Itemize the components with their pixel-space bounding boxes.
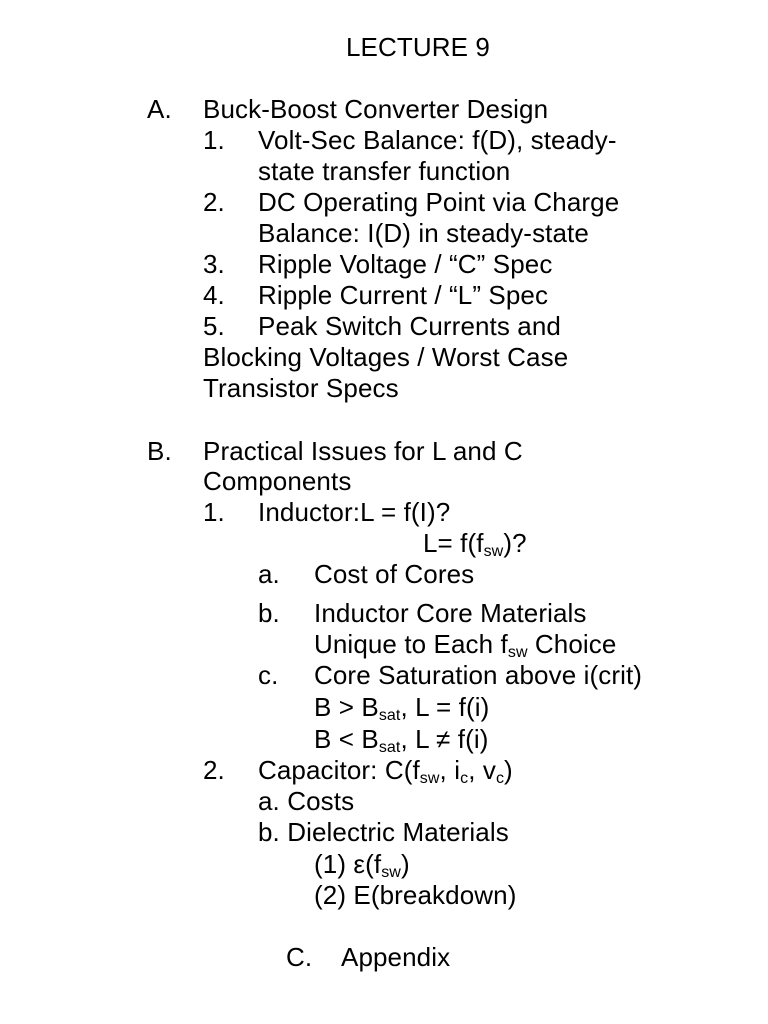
item-b2b2-text: (2) E(breakdown)	[314, 880, 517, 910]
section-a-marker: A.	[147, 94, 172, 124]
section-b-heading-line2: Components	[203, 466, 352, 496]
item-a5-number: 5.	[203, 311, 225, 341]
item-b1-number: 1.	[203, 497, 225, 527]
item-b1c-line1: Core Saturation above i(crit)	[314, 660, 643, 690]
section-b-heading-line1: Practical Issues for L and C	[203, 436, 523, 466]
item-b2-line1: Capacitor: $C(f_{sw}$, $i_c$, $v_c$)	[258, 755, 513, 787]
item-a2-line2: Balance: I(D) in steady-state	[258, 218, 589, 248]
item-a5-line3: Transistor Specs	[203, 373, 399, 403]
item-b1-line2: $L= f(f_{sw})$?	[423, 528, 527, 560]
item-b1b-marker: b.	[258, 598, 280, 628]
item-a3-number: 3.	[203, 249, 225, 279]
item-a2-number: 2.	[203, 187, 225, 217]
item-a5-line2: Blocking Voltages / Worst Case	[203, 342, 569, 372]
item-b1a-marker: a.	[258, 559, 280, 589]
section-c-marker: C.	[286, 942, 313, 972]
item-a5-line1: Peak Switch Currents and	[258, 311, 561, 341]
item-b1c-marker: c.	[258, 660, 279, 690]
item-a3-line1: Ripple Voltage / “C” Spec	[258, 249, 553, 279]
item-b1c-line2: $B > B_{sat}$, L = f(i)	[314, 692, 490, 724]
item-b1b-line1: Inductor Core Materials	[314, 598, 587, 628]
item-b2a-text: a. Costs	[258, 786, 355, 816]
section-b-marker: B.	[147, 436, 172, 466]
item-a4-number: 4.	[203, 280, 225, 310]
item-a4-line1: Ripple Current / “L” Spec	[258, 280, 549, 310]
item-a2-line1: DC Operating Point via Charge	[258, 187, 620, 217]
item-b1-line1: Inductor:L = f(I)?	[258, 497, 451, 527]
item-a1-line1: Volt-Sec Balance: f(D), steady-	[258, 125, 617, 155]
section-c-heading: Appendix	[341, 942, 451, 972]
item-b2b-text: b. Dielectric Materials	[258, 817, 509, 847]
item-b2-number: 2.	[203, 755, 225, 785]
item-a1-number: 1.	[203, 125, 225, 155]
page-title: LECTURE 9	[346, 32, 490, 62]
item-b1c-line3: $B < B_{sat}$, L ≠ f(i)	[314, 724, 489, 756]
item-b1b-line2: Unique to Each $f_{sw}$ Choice	[314, 629, 617, 661]
item-b2b1-text: (1) $\varepsilon(f_{sw})$	[314, 849, 410, 881]
item-b1a-text: Cost of Cores	[314, 559, 475, 589]
section-a-heading: Buck-Boost Converter Design	[203, 94, 549, 124]
item-a1-line2: state transfer function	[258, 156, 511, 186]
